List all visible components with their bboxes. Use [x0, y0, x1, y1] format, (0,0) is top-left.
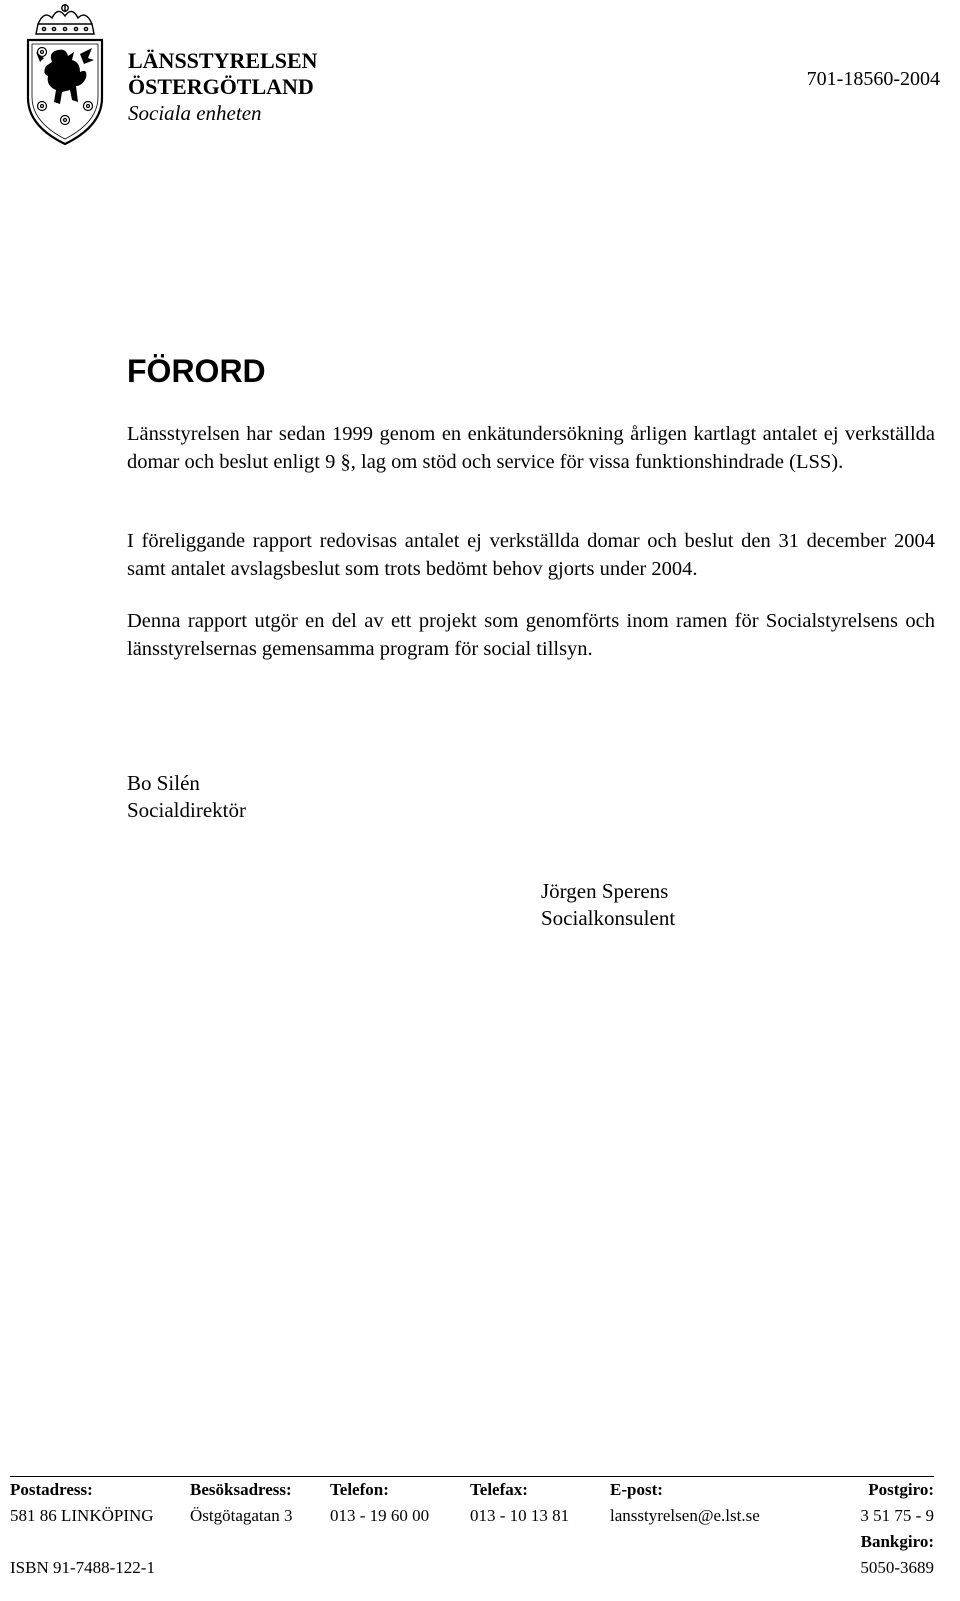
bankgiro-value: 5050-3689: [860, 1558, 934, 1577]
footer: [10, 1476, 934, 1581]
page-title: FÖRORD: [127, 353, 266, 389]
paragraph-2: I föreliggande rapport redovisas antalet ej verkställda domar och beslut den 31 december 2004 samt antalet avslagsbeslut som trots bedömt behov gjorts under 2004.: [127, 530, 935, 580]
signature-1-name: Bo Silén: [127, 771, 200, 795]
org-name-line2: ÖSTERGÖTLAND: [128, 74, 314, 99]
email-value: lansstyrelsen@e.lst.se: [610, 1506, 760, 1525]
document-number: 701-18560-2004: [806, 68, 940, 90]
phone-value: 013 - 19 60 00: [330, 1506, 430, 1525]
footer-values-row: [10, 1503, 934, 1529]
footer-bankgiro-row: [10, 1529, 934, 1555]
paragraph-3: Denna rapport utgör en del av ett projekt som genomförts inom ramen för Socialstyrelsens och länsstyrelsernas gemensamma program för social tillsyn.: [127, 610, 935, 660]
footer-labels-row: [10, 1477, 934, 1503]
paragraph-2-container: [127, 527, 935, 583]
fax-value: 013 - 10 13 81: [470, 1506, 570, 1525]
visit-label: Besöksadress:: [190, 1480, 292, 1499]
isbn: ISBN 91-7488-122-1: [10, 1558, 155, 1577]
paragraph-1: Länsstyrelsen har sedan 1999 genom en enkätundersökning årligen kartlagt antalet ej verkställda domar och beslut enligt 9 §, lag om stöd och service för vissa funktionshindrade (LSS).: [127, 423, 935, 473]
signature-1-title: Socialdirektör: [127, 798, 246, 822]
fax-label: Telefax:: [470, 1480, 528, 1499]
postgiro-label: Postgiro:: [868, 1480, 934, 1499]
paragraph-3-container: [127, 607, 935, 663]
org-name-line1: LÄNSSTYRELSEN: [128, 48, 318, 73]
org-department: Sociala enheten: [128, 101, 262, 125]
postal-label: Postadress:: [10, 1480, 93, 1499]
postgiro-value: 3 51 75 - 9: [860, 1506, 934, 1525]
signature-2-name: Jörgen Sperens: [541, 879, 669, 903]
visit-value: Östgötagatan 3: [190, 1506, 293, 1525]
coat-of-arms-icon: [22, 2, 108, 146]
signature-2: [541, 878, 675, 932]
paragraph-1-container: [127, 420, 935, 476]
postal-value: 581 86 LINKÖPING: [10, 1506, 154, 1525]
bankgiro-label: Bankgiro:: [860, 1532, 934, 1551]
signature-2-title: Socialkonsulent: [541, 906, 676, 930]
email-label: E-post:: [610, 1480, 663, 1499]
phone-label: Telefon:: [330, 1480, 389, 1499]
signature-1: [127, 770, 246, 824]
footer-table: [10, 1477, 934, 1581]
organization-block: [128, 48, 318, 126]
footer-isbn-row: [10, 1555, 934, 1581]
